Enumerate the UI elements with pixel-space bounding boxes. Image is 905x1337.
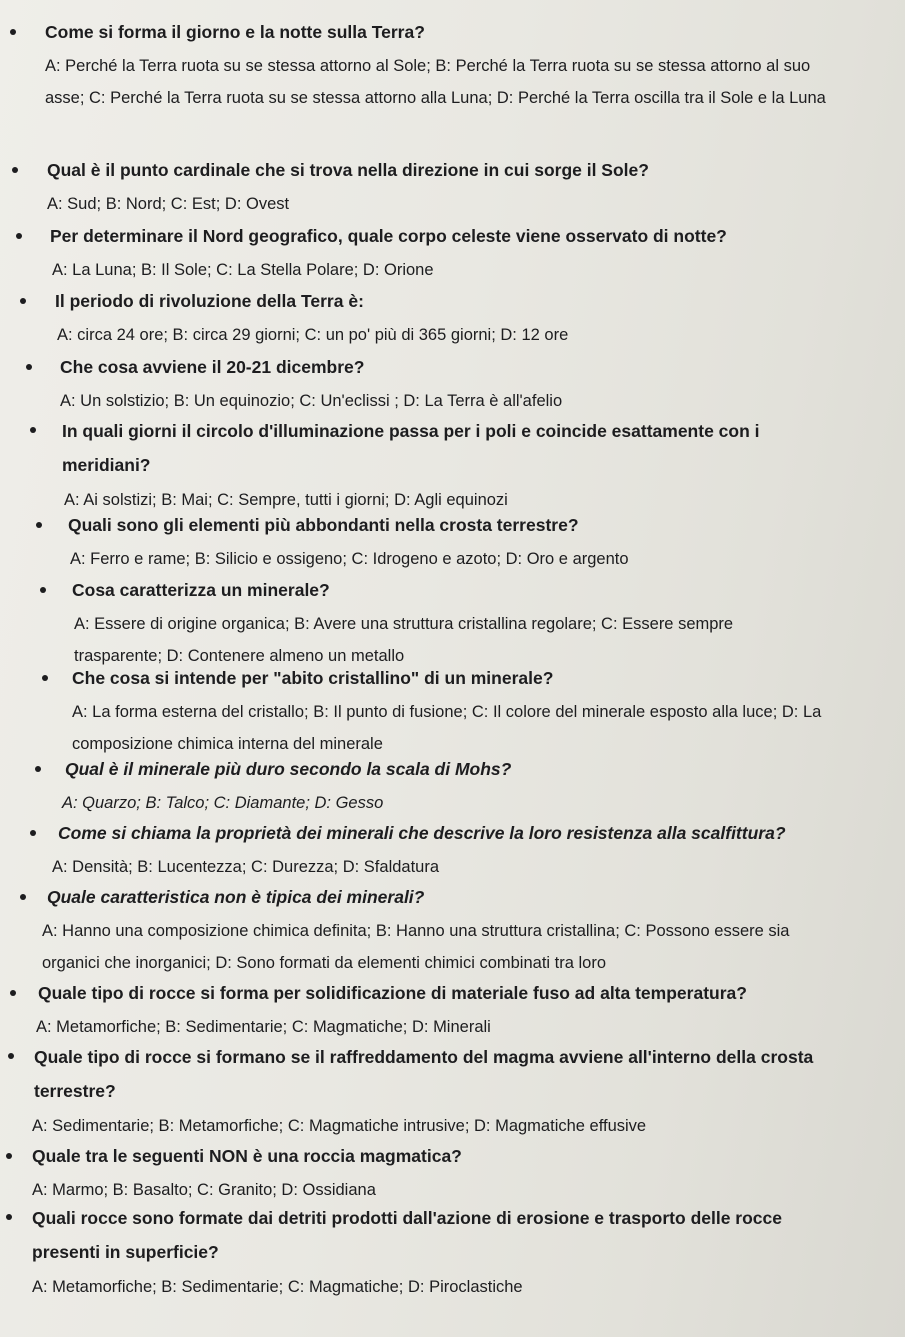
answer-text: A: Metamorfiche; B: Sedimentarie; C: Magmatiche; D: Minerali (36, 1018, 491, 1036)
question-text: Qual è il minerale più duro secondo la scala di Mohs? (65, 759, 512, 779)
bullet-icon (35, 766, 41, 772)
bullet-icon (10, 29, 16, 35)
answer-text: A: Ai solstizi; B: Mai; C: Sempre, tutti i giorni; D: Agli equinozi (64, 491, 508, 509)
question-item (0, 1140, 905, 1206)
bullet-icon (10, 990, 16, 996)
bullet-icon (36, 522, 42, 528)
bullet-icon (26, 364, 32, 370)
answer-text: A: La Luna; B: Il Sole; C: La Stella Polare; D: Orione (52, 261, 434, 279)
question-text: Come si chiama la proprietà dei minerali che descrive la loro resistenza alla scalfittura? (58, 823, 786, 843)
answer-text: A: Densità; B: Lucentezza; C: Durezza; D: Sfaldatura (52, 858, 440, 876)
question-item (0, 753, 905, 819)
question-item (0, 220, 905, 286)
question-text: Quale tra le seguenti NON è una roccia magmatica? (32, 1146, 462, 1166)
question-text: Quale caratteristica non è tipica dei minerali? (47, 887, 425, 907)
bullet-icon (40, 587, 46, 593)
question-item (0, 154, 905, 220)
answer-text: A: La forma esterna del cristallo; B: Il punto di fusione; C: Il colore del minerale esposto alla luce; D: La composizione chimica interna del minerale (72, 703, 822, 753)
question-item (0, 817, 905, 883)
bullet-icon (8, 1053, 14, 1059)
bullet-icon (6, 1214, 12, 1220)
bullet-icon (30, 427, 36, 433)
question-text: Quali rocce sono formate dai detriti prodotti dall'azione di erosione e trasporto delle rocce presenti in superficie? (32, 1208, 783, 1262)
answer-text: A: Un solstizio; B: Un equinozio; C: Un'eclissi ; D: La Terra è all'afelio (60, 392, 563, 410)
bullet-icon (42, 675, 48, 681)
bullet-icon (30, 830, 36, 836)
answer-text: A: Ferro e rame; B: Silicio e ossigeno; C: Idrogeno e azoto; D: Oro e argento (70, 550, 629, 568)
answer-text: A: Quarzo; B: Talco; C: Diamante; D: Gesso (62, 794, 384, 812)
bullet-icon (20, 298, 26, 304)
question-item (0, 977, 905, 1043)
question-item (0, 16, 905, 114)
question-item (0, 1201, 905, 1303)
answer-text: A: Perché la Terra ruota su se stessa attorno al Sole; B: Perché la Terra ruota su se stessa attorno al suo asse; C: Perché la Terra ruota su se stessa attorno alla Luna; D: Perché la Terra oscilla tra il Sole e la Luna (45, 57, 826, 107)
question-text: Per determinare il Nord geografico, quale corpo celeste viene osservato di notte? (50, 226, 727, 246)
answer-text: A: Sud; B: Nord; C: Est; D: Ovest (47, 195, 290, 213)
question-text: Qual è il punto cardinale che si trova nella direzione in cui sorge il Sole? (47, 160, 649, 180)
bullet-icon (12, 167, 18, 173)
bullet-icon (20, 894, 26, 900)
question-text: Cosa caratterizza un minerale? (72, 580, 330, 600)
answer-text: A: circa 24 ore; B: circa 29 giorni; C: un po' più di 365 giorni; D: 12 ore (57, 326, 569, 344)
question-item (0, 351, 905, 417)
answer-text: A: Sedimentarie; B: Metamorfiche; C: Magmatiche intrusive; D: Magmatiche effusive (32, 1117, 647, 1135)
bullet-icon (6, 1153, 12, 1159)
answer-text: A: Hanno una composizione chimica definita; B: Hanno una struttura cristallina; C: Possono essere sia organici che inorganici; D: Sono formati da elementi chimici combinati tra loro (42, 922, 790, 972)
question-text: In quali giorni il circolo d'illuminazione passa per i poli e coincide esattamente con i meridiani? (62, 421, 760, 475)
answer-text: A: Marmo; B: Basalto; C: Granito; D: Ossidiana (32, 1181, 376, 1199)
question-item (0, 285, 905, 351)
question-text: Quale tipo di rocce si forma per solidificazione di materiale fuso ad alta temperatura? (38, 983, 747, 1003)
question-text: Il periodo di rivoluzione della Terra è: (55, 291, 364, 311)
question-item (0, 881, 905, 979)
question-text: Quali sono gli elementi più abbondanti nella crosta terrestre? (68, 515, 579, 535)
question-item (0, 414, 905, 516)
question-item (0, 574, 905, 672)
question-item (0, 1040, 905, 1142)
question-text: Che cosa si intende per "abito cristallino" di un minerale? (72, 668, 554, 688)
answer-text: A: Metamorfiche; B: Sedimentarie; C: Magmatiche; D: Piroclastiche (32, 1278, 523, 1296)
question-item (0, 509, 905, 575)
question-text: Quale tipo di rocce si formano se il raffreddamento del magma avviene all'interno della crosta terrestre? (34, 1047, 814, 1101)
question-text: Come si forma il giorno e la notte sulla Terra? (45, 22, 425, 42)
bullet-icon (16, 233, 22, 239)
question-text: Che cosa avviene il 20-21 dicembre? (60, 357, 365, 377)
answer-text: A: Essere di origine organica; B: Avere una struttura cristallina regolare; C: Essere sempre trasparente; D: Contenere almeno un metallo (74, 615, 734, 665)
question-item (0, 662, 905, 760)
